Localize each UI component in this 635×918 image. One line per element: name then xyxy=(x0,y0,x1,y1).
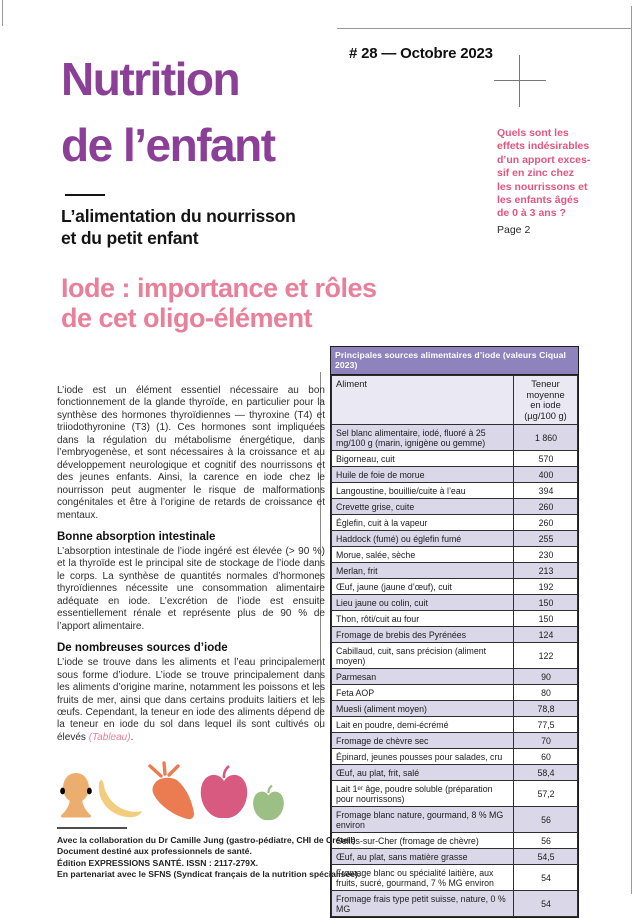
teneur-cell: 77,5 xyxy=(514,717,578,733)
title-underline xyxy=(65,194,105,196)
teaser-line: Quels sont les xyxy=(497,127,569,139)
teneur-cell: 124 xyxy=(514,627,578,643)
table-row xyxy=(332,781,578,807)
aliment-cell: Œuf, jaune (jaune d’œuf), cuit xyxy=(332,579,514,595)
newsletter-subtitle xyxy=(61,205,296,249)
teneur-cell: 54 xyxy=(514,891,578,917)
aliment-cell: Parmesan xyxy=(332,669,514,685)
teaser-line: effets indésirables xyxy=(497,140,590,153)
aliment-cell: Lait en poudre, demi-écrémé xyxy=(332,717,514,733)
aliment-cell: Feta AOP xyxy=(332,685,514,701)
aliment-cell: Œuf, au plat, frit, salé xyxy=(332,765,514,781)
teneur-cell: 192 xyxy=(514,579,578,595)
aliment-cell: Bigorneau, cuit xyxy=(332,451,514,467)
trim-mark-right xyxy=(631,6,632,894)
teneur-cell: 260 xyxy=(514,499,578,515)
aliment-cell: Fromage frais type petit suisse, nature, 0 % MG xyxy=(332,891,514,917)
apple-icon xyxy=(199,765,249,822)
teneur-cell: 255 xyxy=(514,531,578,547)
table-row xyxy=(332,483,578,499)
credits-line: En partenariat avec le SFNS (Syndicat français de la nutrition spécialisée). xyxy=(57,868,361,879)
page2-teaser xyxy=(497,127,621,237)
aliment-cell: Morue, salée, sèche xyxy=(332,547,514,563)
table-row xyxy=(332,611,578,627)
teneur-cell: 90 xyxy=(514,669,578,685)
section-paragraph-text: L’iode se trouve dans les aliments et l’eau principalement sous forme d’iodure. L’iode se trouve principalement dans les aliments d’origine marine, notamment les poissons et les fruits de mer, ainsi que dans certains produits laitiers et les œufs. Cependant, la teneur en iode des aliments dépend de la teneur en iode du sol dans lequel ils sont cultivés ou élevés xyxy=(57,657,325,743)
table-row xyxy=(332,595,578,611)
teneur-cell: 60 xyxy=(514,749,578,765)
table-row xyxy=(332,627,578,643)
table-row xyxy=(332,643,578,669)
newsletter-title-line2: de l’enfant xyxy=(61,119,275,171)
table-title: Principales sources alimentaires d’iode (valeurs Ciqual 2023) xyxy=(331,347,578,375)
footer-divider xyxy=(57,827,127,829)
article-heading-line1: Iode : importance et rôles xyxy=(61,273,377,303)
aliment-cell: Églefin, cuit à la vapeur xyxy=(332,515,514,531)
teaser-line: d’un apport exces- xyxy=(497,153,591,166)
aliment-cell: Lieu jaune ou colin, cuit xyxy=(332,595,514,611)
registration-cross-icon xyxy=(494,80,546,81)
table-row xyxy=(332,807,578,833)
section-paragraph xyxy=(57,657,325,744)
teneur-cell: 213 xyxy=(514,563,578,579)
teneur-cell: 260 xyxy=(514,515,578,531)
baby-icon xyxy=(60,772,92,822)
trim-mark-left xyxy=(2,0,3,26)
aliment-cell: Sel blanc alimentaire, iodé, fluoré à 25 mg/100 g (marin, ignigène ou gemme) xyxy=(332,425,514,451)
teneur-header-line: (µg/100 g) xyxy=(524,410,567,421)
teaser-line: sif en zinc chez xyxy=(497,167,575,180)
aliment-cell: Haddock (fumé) ou églefin fumé xyxy=(332,531,514,547)
aliment-column-header: Aliment xyxy=(332,376,514,425)
teneur-cell: 122 xyxy=(514,643,578,669)
section-paragraph-end: . xyxy=(130,731,134,743)
section-title: Bonne absorption intestinale xyxy=(57,530,216,543)
subtitle-line2: et du petit enfant xyxy=(61,228,199,248)
aliment-cell: Selles-sur-Cher (fromage de chèvre) xyxy=(332,833,514,849)
aliment-cell: Épinard, jeunes pousses pour salades, cru xyxy=(332,749,514,765)
table-row xyxy=(332,499,578,515)
teneur-cell: 70 xyxy=(514,733,578,749)
teneur-header-line: Teneur xyxy=(531,379,560,389)
teaser-page-ref: Page 2 xyxy=(497,223,531,236)
section-paragraph: L’absorption intestinale de l’iode ingéré est élevée (> 90 %) et la thyroïde est le principal site de stockage de l’iode dans le corps. La synthèse de quantités normales d’hormones thyroïdiennes nécessite une consommation alimentaire adéquate en iode. L’excrétion de l’iode est ensuite essentiellement rénale et représente plus de 90 % de l’apport alimentaire. xyxy=(57,545,325,632)
table-row xyxy=(332,579,578,595)
table-row xyxy=(332,849,578,865)
credits-block xyxy=(57,835,360,880)
table-row xyxy=(332,833,578,849)
table-row xyxy=(332,669,578,685)
aliment-cell: Lait 1ᵉʳ âge, poudre soluble (préparation pour nourrissons) xyxy=(332,781,514,807)
table-row xyxy=(332,547,578,563)
table-row xyxy=(332,531,578,547)
trim-mark-top xyxy=(337,28,631,29)
table-row xyxy=(332,425,578,451)
banana-icon xyxy=(95,774,143,822)
issue-label: # 28 — Octobre 2023 xyxy=(349,45,493,62)
tableau-reference: (Tableau) xyxy=(88,731,131,743)
table-row xyxy=(332,563,578,579)
teneur-cell: 54,5 xyxy=(514,849,578,865)
teneur-cell: 54 xyxy=(514,865,578,891)
section-title: De nombreuses sources d’iode xyxy=(57,642,228,655)
table-header-row xyxy=(332,376,578,425)
table-row xyxy=(332,467,578,483)
table-row xyxy=(332,765,578,781)
table-row xyxy=(332,515,578,531)
aliment-cell: Fromage de brebis des Pyrénées xyxy=(332,627,514,643)
table-row xyxy=(332,749,578,765)
teaser-line: les enfants âgés xyxy=(497,194,579,207)
registration-cross-icon xyxy=(519,55,520,107)
teneur-cell: 394 xyxy=(514,483,578,499)
teneur-cell: 400 xyxy=(514,467,578,483)
teneur-cell: 230 xyxy=(514,547,578,563)
aliment-cell: Crevette grise, cuite xyxy=(332,499,514,515)
aliment-cell: Œuf, au plat, sans matière grasse xyxy=(332,849,514,865)
food-icons-row xyxy=(60,760,285,822)
iodine-table xyxy=(330,346,579,918)
aliment-cell: Cabillaud, cuit, sans précision (aliment moyen) xyxy=(332,643,514,669)
teneur-column-header xyxy=(514,376,578,425)
teneur-header-line: moyenne xyxy=(526,389,565,400)
teneur-cell: 78,8 xyxy=(514,701,578,717)
teneur-cell: 56 xyxy=(514,833,578,849)
teneur-cell: 150 xyxy=(514,611,578,627)
teneur-cell: 150 xyxy=(514,595,578,611)
teneur-header-line: en iode xyxy=(530,400,561,411)
teneur-cell: 57,2 xyxy=(514,781,578,807)
teneur-cell: 570 xyxy=(514,451,578,467)
teaser-line: les nourrissons et xyxy=(497,180,588,193)
teneur-cell: 56 xyxy=(514,807,578,833)
aliment-cell: Fromage blanc nature, gourmand, 8 % MG environ xyxy=(332,807,514,833)
aliment-cell: Fromage de chèvre sec xyxy=(332,733,514,749)
teneur-cell: 1 860 xyxy=(514,425,578,451)
aliment-cell: Muesli (aliment moyen) xyxy=(332,701,514,717)
table-row xyxy=(332,685,578,701)
newsletter-title-line1: Nutrition xyxy=(61,53,240,105)
credits-line: Document destiné aux professionnels de santé. xyxy=(57,846,252,857)
aliment-cell: Huile de foie de morue xyxy=(332,467,514,483)
teneur-cell: 58,4 xyxy=(514,765,578,781)
table-row xyxy=(332,701,578,717)
carrot-icon xyxy=(146,762,196,822)
article-heading xyxy=(61,273,377,333)
aliment-cell: Merlan, frit xyxy=(332,563,514,579)
intro-paragraph: L’iode est un élément essentiel nécessaire au bon fonctionnement de la glande thyroïde, en particulier pour la synthèse des hormones thyroïdiennes — thyroxine (T4) et triiodothyronine (T3) (1). Ces hormones sont impliquées dans la régulation du métabolisme énergétique, dans l’embryogenèse, et sont nécessaires à la croissance et au développement neurologique et cognitif des nourrissons et des jeunes enfants. Ainsi, la carence en iode chez le nourrisson peut augmenter le risque de malformations congénitales et être à l’origine de retards de croissance et mentaux. xyxy=(57,385,325,521)
credits-line: Édition EXPRESSIONS SANTÉ. ISSN : 2117-279X. xyxy=(57,857,259,868)
iodine-table-body xyxy=(332,425,578,917)
table-row xyxy=(332,451,578,467)
teneur-cell: 80 xyxy=(514,685,578,701)
aliment-cell: Thon, rôti/cuit au four xyxy=(332,611,514,627)
table-row xyxy=(332,891,578,917)
article-heading-line2: de cet oligo-élément xyxy=(61,303,313,333)
aliment-cell: Fromage blanc ou spécialité laitière, aux fruits, sucré, gourmand, 7 % MG environ xyxy=(332,865,514,891)
table-row xyxy=(332,733,578,749)
teaser-line: de 0 à 3 ans ? xyxy=(497,207,566,220)
aliment-cell: Langoustine, bouillie/cuite à l’eau xyxy=(332,483,514,499)
subtitle-line1: L’alimentation du nourrisson xyxy=(61,206,296,226)
table-row xyxy=(332,717,578,733)
table-row xyxy=(332,865,578,891)
green-apple-icon xyxy=(252,784,285,822)
newsletter-title xyxy=(61,46,275,178)
article-body xyxy=(57,385,325,753)
credits-line: Avec la collaboration du Dr Camille Jung (gastro-pédiatre, CHI de Créteil) xyxy=(57,835,356,845)
